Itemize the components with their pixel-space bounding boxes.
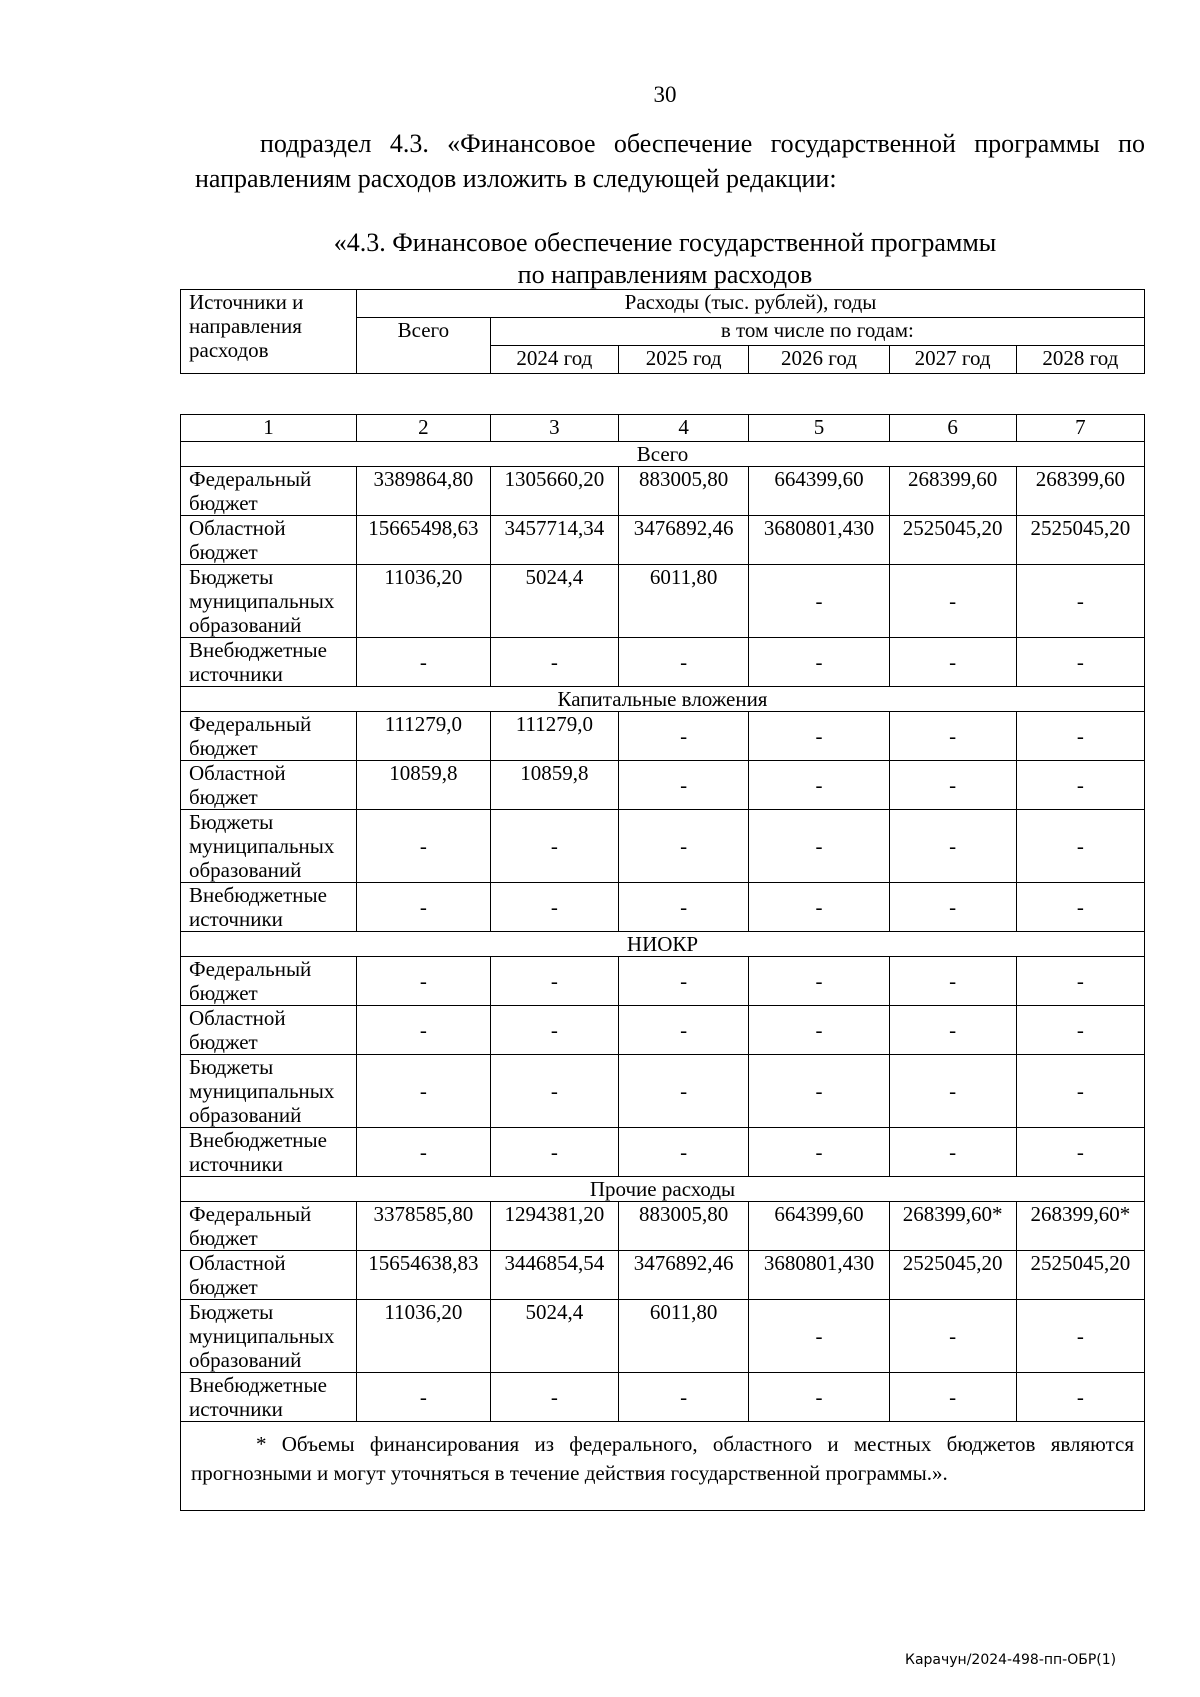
row-label: Бюджеты муниципальных образований bbox=[181, 565, 357, 638]
value-cell: - bbox=[357, 1055, 491, 1128]
value-cell: 664399,60 bbox=[749, 1202, 889, 1251]
value-cell: - bbox=[1016, 1006, 1144, 1055]
value-cell: 664399,60 bbox=[749, 467, 889, 516]
value-cell: - bbox=[490, 1373, 618, 1422]
row-label: Внебюджетные источники bbox=[181, 883, 357, 932]
value-cell: 6011,80 bbox=[618, 1300, 748, 1373]
row-label: Бюджеты муниципальных образований bbox=[181, 1300, 357, 1373]
section-title-line-1: «4.3. Финансовое обеспечение государственной программы bbox=[333, 228, 997, 257]
year-header: 2025 год bbox=[618, 346, 748, 374]
value-cell: 883005,80 bbox=[618, 1202, 748, 1251]
value-cell: - bbox=[618, 1055, 748, 1128]
value-cell: - bbox=[749, 1006, 889, 1055]
document-code: Карачун/2024-498-пп-ОБР(1) bbox=[905, 1652, 1117, 1668]
value-cell: - bbox=[749, 957, 889, 1006]
value-cell: - bbox=[749, 638, 889, 687]
value-cell: - bbox=[618, 1128, 748, 1177]
including-header: в том числе по годам: bbox=[490, 318, 1144, 346]
value-cell: 3457714,34 bbox=[490, 516, 618, 565]
intro-paragraph: подраздел 4.3. «Финансовое обеспечение государственной программы по направлениям расходов изложить в следующей редакции: bbox=[195, 129, 1145, 193]
value-cell: - bbox=[749, 565, 889, 638]
value-cell: - bbox=[749, 810, 889, 883]
value-cell: - bbox=[1016, 638, 1144, 687]
value-cell: - bbox=[889, 883, 1016, 932]
table-row bbox=[181, 1202, 1145, 1251]
column-number: 2 bbox=[357, 415, 491, 442]
value-cell: - bbox=[749, 883, 889, 932]
section-title-cell: Капитальные вложения bbox=[181, 687, 1145, 712]
row-label: Федеральный бюджет bbox=[181, 1202, 357, 1251]
table-row bbox=[181, 883, 1145, 932]
footnote-text: * Объемы финансирования из федерального, областного и местных бюджетов являются прогнозными и могут уточняться в течение действия государственной программы.». bbox=[191, 1432, 1134, 1485]
value-cell: - bbox=[618, 712, 748, 761]
value-cell: 3389864,80 bbox=[357, 467, 491, 516]
value-cell: 5024,4 bbox=[490, 565, 618, 638]
row-label: Областной бюджет bbox=[181, 516, 357, 565]
value-cell: - bbox=[749, 712, 889, 761]
value-cell: - bbox=[1016, 957, 1144, 1006]
value-cell: - bbox=[889, 810, 1016, 883]
column-number: 6 bbox=[889, 415, 1016, 442]
value-cell: - bbox=[889, 761, 1016, 810]
section-title bbox=[190, 227, 1140, 291]
value-cell: - bbox=[1016, 565, 1144, 638]
value-cell: - bbox=[889, 1055, 1016, 1128]
value-cell: - bbox=[357, 1373, 491, 1422]
value-cell: - bbox=[889, 1128, 1016, 1177]
value-cell: - bbox=[749, 1128, 889, 1177]
row-label: Областной бюджет bbox=[181, 761, 357, 810]
value-cell: 15654638,83 bbox=[357, 1251, 491, 1300]
row-label: Областной бюджет bbox=[181, 1006, 357, 1055]
value-cell: - bbox=[490, 638, 618, 687]
row-label: Внебюджетные источники bbox=[181, 1373, 357, 1422]
value-cell: 2525045,20 bbox=[889, 1251, 1016, 1300]
table-row bbox=[181, 1373, 1145, 1422]
footnote-cell bbox=[181, 1422, 1145, 1511]
table-row bbox=[181, 712, 1145, 761]
value-cell: - bbox=[357, 1006, 491, 1055]
value-cell: 268399,60* bbox=[1016, 1202, 1144, 1251]
table-row bbox=[181, 1055, 1145, 1128]
section-row bbox=[181, 687, 1145, 712]
value-cell: - bbox=[749, 1373, 889, 1422]
column-number: 3 bbox=[490, 415, 618, 442]
value-cell: - bbox=[618, 1373, 748, 1422]
page-number: 30 bbox=[653, 82, 677, 107]
value-cell: 15665498,63 bbox=[357, 516, 491, 565]
section-title-cell: Прочие расходы bbox=[181, 1177, 1145, 1202]
value-cell: 5024,4 bbox=[490, 1300, 618, 1373]
section-title-line-2: по направлениям расходов bbox=[517, 260, 813, 289]
row-label: Областной бюджет bbox=[181, 1251, 357, 1300]
value-cell: - bbox=[1016, 1300, 1144, 1373]
year-header: 2028 год bbox=[1016, 346, 1144, 374]
value-cell: - bbox=[889, 1300, 1016, 1373]
table-row bbox=[181, 1006, 1145, 1055]
row-label: Федеральный бюджет bbox=[181, 712, 357, 761]
value-cell: - bbox=[357, 1128, 491, 1177]
value-cell: 268399,60* bbox=[889, 1202, 1016, 1251]
row-label: Внебюджетные источники bbox=[181, 638, 357, 687]
value-cell: - bbox=[618, 638, 748, 687]
row-label: Внебюджетные источники bbox=[181, 1128, 357, 1177]
value-cell: - bbox=[889, 638, 1016, 687]
value-cell: 111279,0 bbox=[357, 712, 491, 761]
value-cell: - bbox=[1016, 883, 1144, 932]
year-header: 2024 год bbox=[490, 346, 618, 374]
value-cell: 3378585,80 bbox=[357, 1202, 491, 1251]
value-cell: - bbox=[1016, 1055, 1144, 1128]
value-cell: - bbox=[749, 1300, 889, 1373]
expenses-header: Расходы (тыс. рублей), годы bbox=[357, 290, 1145, 318]
value-cell: - bbox=[749, 1055, 889, 1128]
section-row bbox=[181, 1177, 1145, 1202]
value-cell: - bbox=[490, 810, 618, 883]
section-title-cell: НИОКР bbox=[181, 932, 1145, 957]
value-cell: - bbox=[1016, 810, 1144, 883]
value-cell: - bbox=[618, 810, 748, 883]
table-row bbox=[181, 638, 1145, 687]
sources-header: Источники и направления расходов bbox=[181, 290, 357, 374]
value-cell: - bbox=[889, 1006, 1016, 1055]
table-row bbox=[181, 516, 1145, 565]
value-cell: - bbox=[490, 957, 618, 1006]
section-title-cell: Всего bbox=[181, 442, 1145, 467]
value-cell: - bbox=[357, 810, 491, 883]
value-cell: - bbox=[889, 957, 1016, 1006]
value-cell: - bbox=[357, 638, 491, 687]
table-row bbox=[181, 467, 1145, 516]
column-number-row bbox=[181, 415, 1145, 442]
value-cell: - bbox=[490, 1006, 618, 1055]
year-header: 2026 год bbox=[749, 346, 889, 374]
value-cell: 111279,0 bbox=[490, 712, 618, 761]
value-cell: 3476892,46 bbox=[618, 1251, 748, 1300]
column-number: 4 bbox=[618, 415, 748, 442]
value-cell: - bbox=[357, 957, 491, 1006]
value-cell: 3680801,430 bbox=[749, 516, 889, 565]
value-cell: 11036,20 bbox=[357, 565, 491, 638]
column-number: 5 bbox=[749, 415, 889, 442]
value-cell: - bbox=[357, 883, 491, 932]
value-cell: 1294381,20 bbox=[490, 1202, 618, 1251]
table-row bbox=[181, 1251, 1145, 1300]
row-label: Бюджеты муниципальных образований bbox=[181, 1055, 357, 1128]
value-cell: - bbox=[618, 883, 748, 932]
table-row bbox=[181, 761, 1145, 810]
value-cell: - bbox=[889, 565, 1016, 638]
value-cell: 3446854,54 bbox=[490, 1251, 618, 1300]
value-cell: - bbox=[1016, 1373, 1144, 1422]
value-cell: - bbox=[1016, 712, 1144, 761]
value-cell: 3476892,46 bbox=[618, 516, 748, 565]
value-cell: - bbox=[618, 957, 748, 1006]
row-label: Бюджеты муниципальных образований bbox=[181, 810, 357, 883]
value-cell: 10859,8 bbox=[490, 761, 618, 810]
value-cell: - bbox=[490, 1055, 618, 1128]
value-cell: - bbox=[1016, 761, 1144, 810]
table-row bbox=[181, 565, 1145, 638]
value-cell: - bbox=[889, 712, 1016, 761]
value-cell: - bbox=[749, 761, 889, 810]
value-cell: 3680801,430 bbox=[749, 1251, 889, 1300]
header-table bbox=[180, 289, 1145, 374]
column-number: 1 bbox=[181, 415, 357, 442]
value-cell: - bbox=[889, 1373, 1016, 1422]
section-row bbox=[181, 932, 1145, 957]
value-cell: 2525045,20 bbox=[1016, 516, 1144, 565]
footnote-row bbox=[181, 1422, 1145, 1511]
value-cell: 2525045,20 bbox=[1016, 1251, 1144, 1300]
column-number: 7 bbox=[1016, 415, 1144, 442]
row-label: Федеральный бюджет bbox=[181, 467, 357, 516]
row-label: Федеральный бюджет bbox=[181, 957, 357, 1006]
value-cell: 268399,60 bbox=[889, 467, 1016, 516]
value-cell: - bbox=[618, 761, 748, 810]
table-row bbox=[181, 957, 1145, 1006]
value-cell: - bbox=[490, 883, 618, 932]
value-cell: 11036,20 bbox=[357, 1300, 491, 1373]
value-cell: 2525045,20 bbox=[889, 516, 1016, 565]
table-row bbox=[181, 810, 1145, 883]
value-cell: 268399,60 bbox=[1016, 467, 1144, 516]
value-cell: 1305660,20 bbox=[490, 467, 618, 516]
value-cell: - bbox=[618, 1006, 748, 1055]
value-cell: 883005,80 bbox=[618, 467, 748, 516]
table-row bbox=[181, 1128, 1145, 1177]
value-cell: - bbox=[1016, 1128, 1144, 1177]
table-row bbox=[181, 1300, 1145, 1373]
section-row bbox=[181, 442, 1145, 467]
value-cell: 10859,8 bbox=[357, 761, 491, 810]
value-cell: - bbox=[490, 1128, 618, 1177]
year-header: 2027 год bbox=[889, 346, 1016, 374]
value-cell: 6011,80 bbox=[618, 565, 748, 638]
finance-table bbox=[180, 414, 1145, 1511]
total-header: Всего bbox=[357, 318, 491, 374]
